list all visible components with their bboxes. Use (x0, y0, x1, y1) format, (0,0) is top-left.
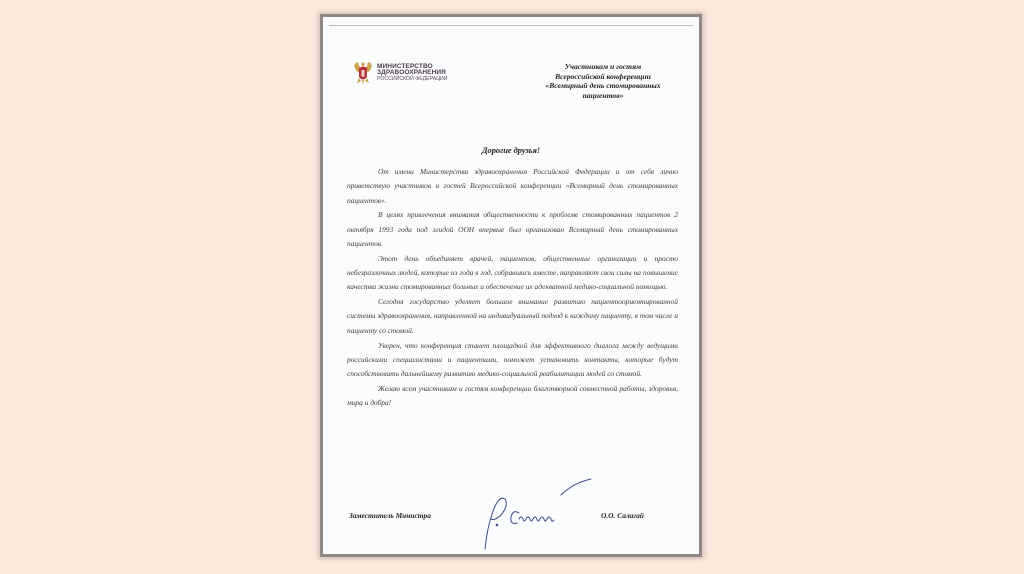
paragraph: Желаю всем участникам и гостям конференции благотворной совместной работы, здоровья, мира и добра! (347, 383, 678, 408)
top-rule-divider (329, 25, 693, 26)
signatory-name: О.О. Салагай (601, 511, 644, 520)
signatory-title: Заместитель Министра (349, 511, 431, 520)
ministry-line-2: ЗДРАВООХРАНЕНИЯ (377, 69, 446, 76)
addressee-line-4: пациентов» (582, 90, 624, 100)
ministry-line-3: РОССИЙСКОЙ ФЕДЕРАЦИИ (377, 76, 448, 82)
addressee-line-1: Участникам и гостям (564, 62, 642, 71)
ministry-line-1: МИНИСТЕРСТВО (377, 63, 433, 70)
letter-body (347, 165, 678, 411)
greeting-heading: Дорогие друзья! (481, 146, 541, 155)
paragraph: Сегодня государство уделяет большое внимание развитию пациентоориентированной системы здравоохранения, направленной на индивидуальный подход к каждому пациенту, в том числе и пациенту со стомой. (347, 297, 678, 335)
addressee-line-3: «Всемирный день стомированных (545, 81, 661, 91)
paragraph: В целях привлечения внимания общественности к проблеме стомированных пациентов 2 октября 1993 года под эгидой ООН впервые был организован Всемирный день стомированных пациентов. (347, 210, 678, 248)
addressee-line-2: Всероссийской конференции (555, 71, 651, 81)
paragraph: Уверен, что конференция станет площадкой для эффективного диалога между ведущими российскими специалистами и пациентами, поможет установить контакты, которые будут способствовать дальнейшему развитию медико-социальной реабилитации людей со стомой. (347, 340, 678, 379)
letter-page (320, 14, 702, 557)
double-headed-eagle-emblem-icon (352, 59, 374, 87)
ministry-name (377, 64, 448, 82)
paragraph: Этот день объединяет врачей, пациентов, общественные организации и просто небезразличных людей, которые из года в год, собравшись вместе, направляют свои силы на повышение качества жизни стомированных больных и обеспечение их адекватной медико-социальной помощью. (347, 253, 678, 292)
addressee-block (519, 62, 687, 100)
paragraph: От имени Министерства здравоохранения Российской Федерации и от себя лично приветствую участников и гостей Всероссийской конференции «Всемирный день стомированных пациентов». (347, 167, 678, 205)
